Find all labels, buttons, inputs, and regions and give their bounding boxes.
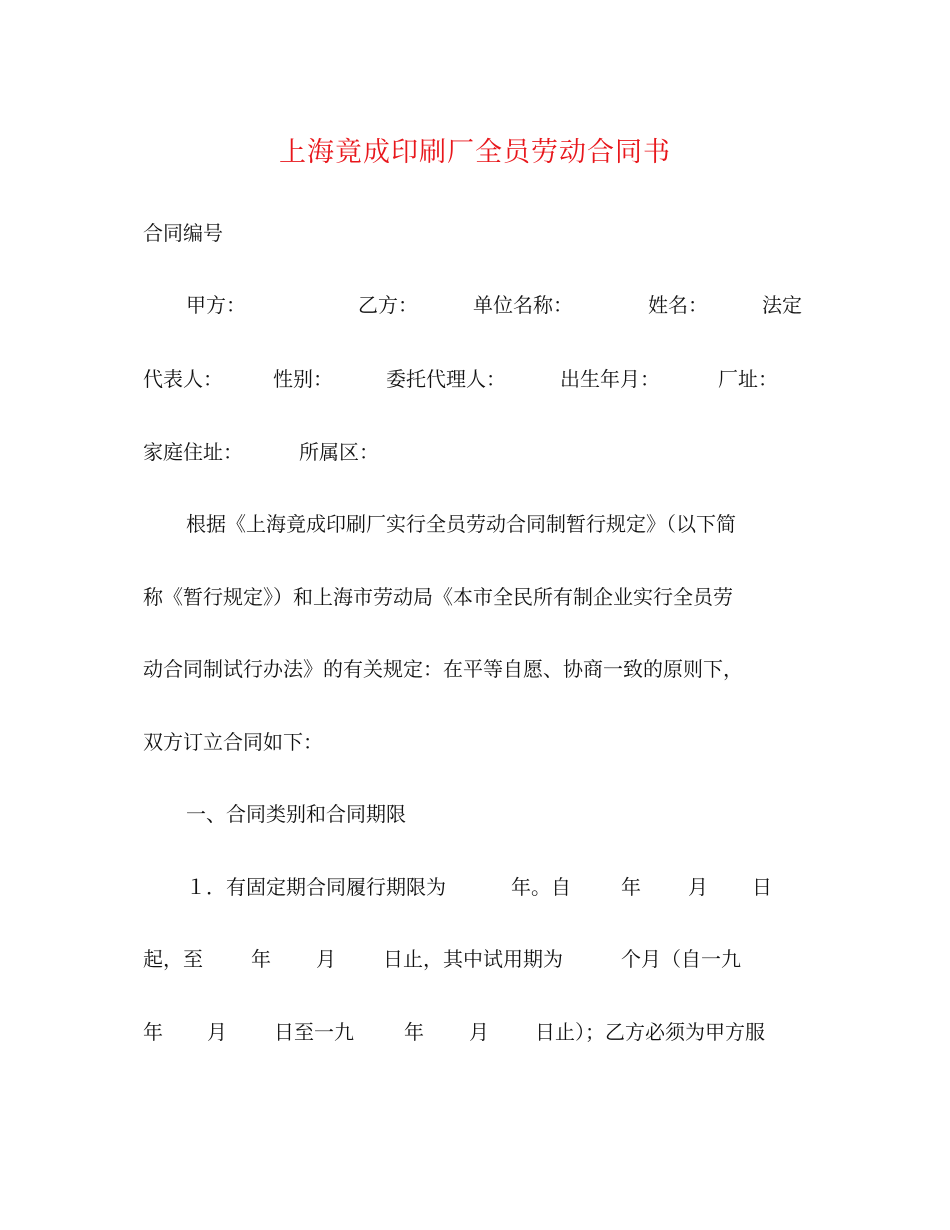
preamble-line: 动合同制试行办法》的有关规定：在平等自愿、协商一致的原则下，: [143, 657, 743, 681]
representative-label: 代表人：: [143, 367, 223, 391]
factory-address-label: 厂址：: [718, 367, 778, 391]
clause-text: 日止）；乙方必须为甲方服: [535, 1020, 765, 1044]
clause-text: 年。自: [511, 875, 571, 899]
contract-number-label: 合同编号: [143, 221, 223, 245]
preamble-line: 称《暂行规定》）和上海市劳动局《本市全民所有制企业实行全员劳: [143, 585, 733, 609]
clause-text: 起，至: [143, 947, 203, 971]
clause-text: 个月（自一九: [621, 947, 741, 971]
clause-text: 年: [621, 875, 641, 899]
birth-label: 出生年月：: [560, 367, 660, 391]
clause-text: 月: [207, 1020, 227, 1044]
section-heading: 一、合同类别和合同期限: [186, 802, 406, 826]
clause-text: 年: [404, 1020, 424, 1044]
clause-text: 日至一九: [274, 1020, 354, 1044]
clause-text: 日: [752, 875, 772, 899]
home-address-label: 家庭住址：: [143, 440, 243, 464]
clause-text: １．有固定期合同履行期限为: [186, 875, 446, 899]
party-a-label: 甲方：: [186, 293, 246, 317]
agent-label: 委托代理人：: [386, 367, 506, 391]
gender-label: 性别：: [273, 367, 333, 391]
document-title: 上海竟成印刷厂全员劳动合同书: [279, 137, 671, 168]
preamble-line: 根据《上海竟成印刷厂实行全员劳动合同制暂行规定》（以下简: [186, 512, 736, 536]
clause-text: 月: [316, 947, 336, 971]
preamble-line: 双方订立合同如下：: [143, 730, 323, 754]
district-label: 所属区：: [299, 440, 379, 464]
unit-name-label: 单位名称：: [473, 293, 573, 317]
legal-label: 法定: [762, 293, 802, 317]
clause-text: 年: [143, 1020, 163, 1044]
name-label: 姓名：: [648, 293, 708, 317]
clause-text: 月: [469, 1020, 489, 1044]
clause-text: 年: [251, 947, 271, 971]
clause-text: 月: [688, 875, 708, 899]
clause-text: 日止，其中试用期为: [383, 947, 563, 971]
party-b-label: 乙方：: [358, 293, 418, 317]
